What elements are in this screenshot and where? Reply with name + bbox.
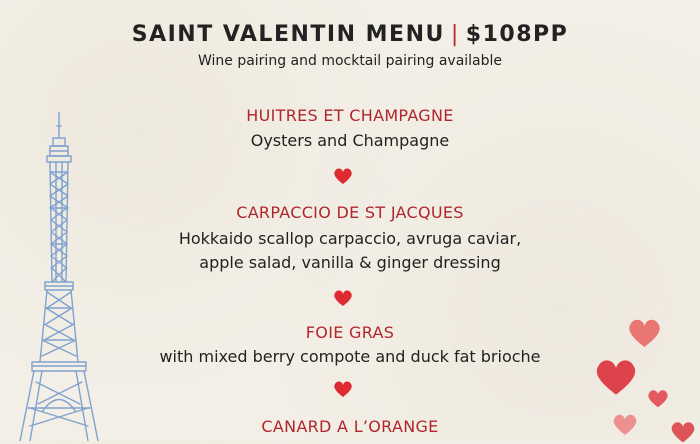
course-2-description-line-1: Hokkaido scallop carpaccio, avruga caviar,	[178, 229, 522, 248]
menu-title	[0, 22, 700, 47]
course-3-french-name: FOIE GRAS	[305, 323, 395, 342]
eiffel-tower-illustration	[14, 112, 104, 441]
heart-icon	[333, 167, 353, 185]
menu-subtitle: Wine pairing and mocktail pairing available	[197, 53, 503, 69]
menu-title-name: SAINT VALENTIN MENU	[131, 22, 445, 47]
watercolor-heart-icon	[612, 412, 638, 437]
watercolor-heart-icon	[627, 316, 662, 350]
course-2-french-name: CARPACCIO DE ST JACQUES	[236, 203, 464, 222]
course-4-french-name: CANARD A L’ORANGE	[261, 417, 439, 436]
watercolor-heart-icon	[670, 420, 696, 444]
heart-icon	[333, 380, 353, 398]
title-separator: |	[450, 22, 460, 47]
course-3-description: with mixed berry compote and duck fat brioche	[159, 347, 541, 366]
course-2-description-line-2: apple salad, vanilla & ginger dressing	[199, 253, 501, 272]
course-1-french-name: HUITRES ET CHAMPAGNE	[246, 106, 454, 125]
course-1-description: Oysters and Champagne	[250, 131, 450, 150]
heart-icon	[333, 289, 353, 307]
watercolor-heart-icon	[594, 356, 638, 398]
menu-price: $108PP	[465, 22, 569, 47]
watercolor-heart-icon	[647, 388, 669, 409]
